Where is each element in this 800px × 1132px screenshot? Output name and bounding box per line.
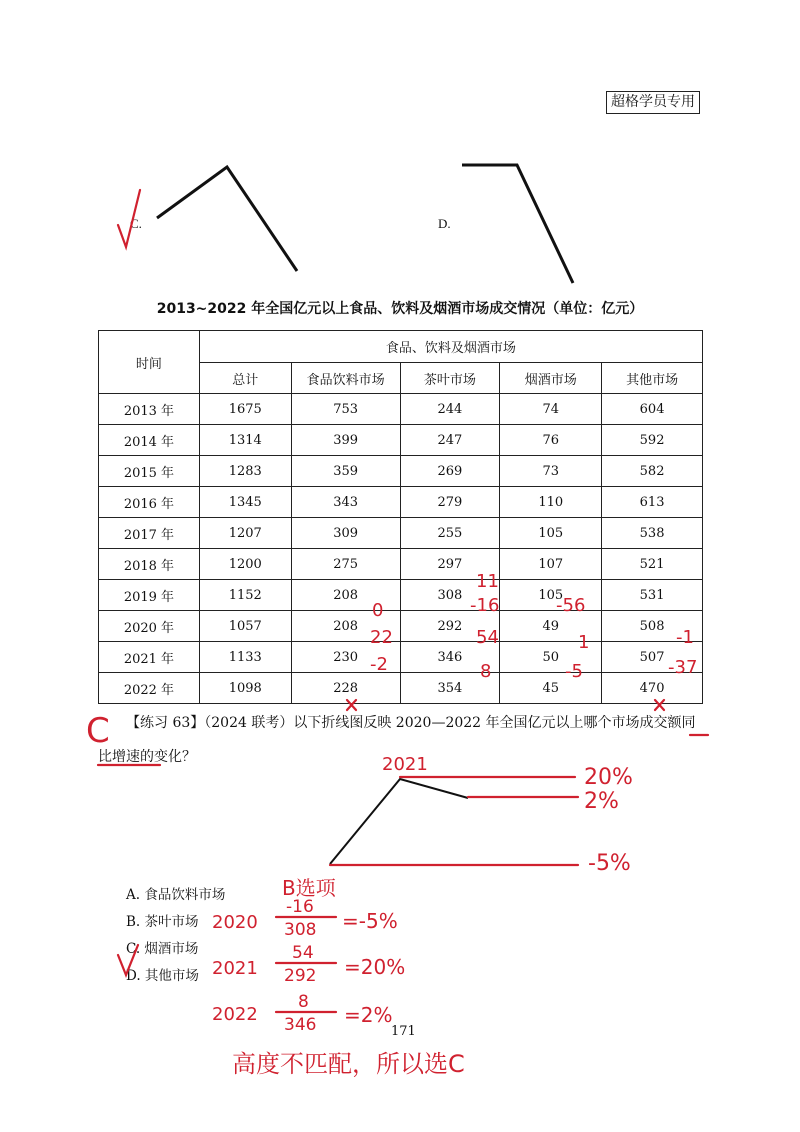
food-note-hw: -2: [370, 654, 388, 675]
value-cell: 1207: [199, 518, 291, 549]
value-cell: 255: [400, 518, 500, 549]
value-cell: 74: [500, 394, 602, 425]
table-title: 2013~2022 年全国亿元以上食品、饮料及烟酒市场成交情况（单位：亿元）: [156, 301, 644, 317]
year-cell: 2013 年: [99, 394, 200, 425]
value-cell: 269: [400, 456, 500, 487]
value-cell: 105: [500, 518, 602, 549]
value-cell: 604: [602, 394, 703, 425]
value-cell: 538: [602, 518, 703, 549]
value-cell: 1098: [199, 673, 291, 704]
b-choice-hw: B选项: [282, 876, 336, 900]
value-cell: 1152: [199, 580, 291, 611]
value-cell: 531: [602, 580, 703, 611]
value-cell: 110: [500, 487, 602, 518]
question-line-2: 比增速的变化？: [98, 749, 196, 765]
value-cell: 279: [400, 487, 500, 518]
sub-header: 茶叶市场: [400, 363, 500, 394]
calc-result-hw: =2%: [344, 1003, 393, 1027]
value-cell: 359: [291, 456, 400, 487]
calc-den-hw: 292: [284, 966, 317, 986]
value-cell: 297: [400, 549, 500, 580]
value-cell: 228: [291, 673, 400, 704]
value-cell: 1133: [199, 642, 291, 673]
question-source: （2024 联考）: [204, 715, 294, 731]
tobacco-note-hw: 1: [578, 632, 590, 653]
sub-header: 食品饮料市场: [291, 363, 400, 394]
year-2021-hw: 2021: [382, 754, 428, 775]
conclusion-hw: 高度不匹配，所以选C: [232, 1050, 465, 1078]
tobacco-note-hw: -5: [565, 661, 583, 682]
year-cell: 2014 年: [99, 425, 200, 456]
value-cell: 292: [400, 611, 500, 642]
option-d[interactable]: D. 其他市场: [126, 968, 199, 984]
sub-header: 烟酒市场: [500, 363, 602, 394]
label-20pct-hw: 20%: [584, 765, 633, 790]
other-note-hw: -37: [668, 657, 698, 678]
calc-year-hw: 2022: [212, 1004, 258, 1025]
sub-header: 其他市场: [602, 363, 703, 394]
value-cell: 1675: [199, 394, 291, 425]
value-cell: 208: [291, 611, 400, 642]
value-cell: 107: [500, 549, 602, 580]
option-a[interactable]: A. 食品饮料市场: [126, 887, 226, 903]
group-header: 食品、饮料及烟酒市场: [199, 331, 702, 363]
option-d-letter: D.: [438, 216, 451, 231]
label-neg5pct-hw: -5%: [588, 851, 631, 876]
time-header: 时间: [99, 331, 200, 394]
calc-den-hw: 308: [284, 920, 317, 940]
calc-year-hw: 2020: [212, 912, 258, 933]
value-cell: 613: [602, 487, 703, 518]
check-mark-option-c: [118, 945, 138, 975]
tea-note-hw: 8: [480, 661, 492, 682]
value-cell: 346: [400, 642, 500, 673]
year-cell: 2015 年: [99, 456, 200, 487]
label-2pct-hw: 2%: [584, 789, 619, 814]
year-cell: 2016 年: [99, 487, 200, 518]
year-cell: 2017 年: [99, 518, 200, 549]
value-cell: 208: [291, 580, 400, 611]
calc-num-hw: 54: [292, 943, 314, 963]
value-cell: 50: [500, 642, 602, 673]
value-cell: 582: [602, 456, 703, 487]
year-cell: 2019 年: [99, 580, 200, 611]
value-cell: 507: [602, 642, 703, 673]
value-cell: 275: [291, 549, 400, 580]
year-cell: 2022 年: [99, 673, 200, 704]
option-b[interactable]: B. 茶叶市场: [126, 914, 199, 930]
value-cell: 1345: [199, 487, 291, 518]
option-c[interactable]: C. 烟酒市场: [126, 941, 199, 957]
exclusive-stamp: 超格学员专用: [606, 91, 700, 114]
page-number: 171: [391, 1024, 416, 1039]
calc-num-hw: 8: [298, 992, 309, 1012]
value-cell: 508: [602, 611, 703, 642]
tea-note-hw: -16: [470, 595, 500, 616]
value-cell: 470: [602, 673, 703, 704]
option-c-letter: C.: [130, 216, 142, 231]
value-cell: 399: [291, 425, 400, 456]
year-cell: 2018 年: [99, 549, 200, 580]
year-cell: 2020 年: [99, 611, 200, 642]
calc-result-hw: =20%: [344, 955, 406, 979]
question-text: 以下折线图反映 2020—2022 年全国亿元以上哪个市场成交额同: [293, 715, 696, 731]
value-cell: 230: [291, 642, 400, 673]
value-cell: 308: [400, 580, 500, 611]
value-cell: 73: [500, 456, 602, 487]
answer-letter-hw: C: [86, 711, 110, 751]
calc-num-hw: -16: [286, 897, 314, 917]
value-cell: 247: [400, 425, 500, 456]
value-cell: 521: [602, 549, 703, 580]
tea-note-hw: 54: [476, 627, 499, 648]
value-cell: 49: [500, 611, 602, 642]
value-cell: 45: [500, 673, 602, 704]
value-cell: 1314: [199, 425, 291, 456]
value-cell: 244: [400, 394, 500, 425]
value-cell: 309: [291, 518, 400, 549]
value-cell: 1200: [199, 549, 291, 580]
value-cell: 592: [602, 425, 703, 456]
other-note-hw: -1: [676, 627, 694, 648]
food-note-hw: 22: [370, 627, 393, 648]
sub-header: 总计: [199, 363, 291, 394]
calc-den-hw: 346: [284, 1015, 317, 1035]
tobacco-note-hw: -56: [556, 595, 586, 616]
value-cell: 354: [400, 673, 500, 704]
value-cell: 1057: [199, 611, 291, 642]
value-cell: 76: [500, 425, 602, 456]
value-cell: 343: [291, 487, 400, 518]
value-cell: 753: [291, 394, 400, 425]
value-cell: 1283: [199, 456, 291, 487]
calc-result-hw: =-5%: [342, 909, 398, 933]
value-cell: 105: [500, 580, 602, 611]
tea-note-hw: 11: [476, 571, 499, 592]
check-mark-c: [118, 190, 140, 247]
food-note-hw: 0: [372, 600, 384, 621]
calc-year-hw: 2021: [212, 958, 258, 979]
question-label: 【练习 63】: [126, 715, 205, 731]
year-cell: 2021 年: [99, 642, 200, 673]
